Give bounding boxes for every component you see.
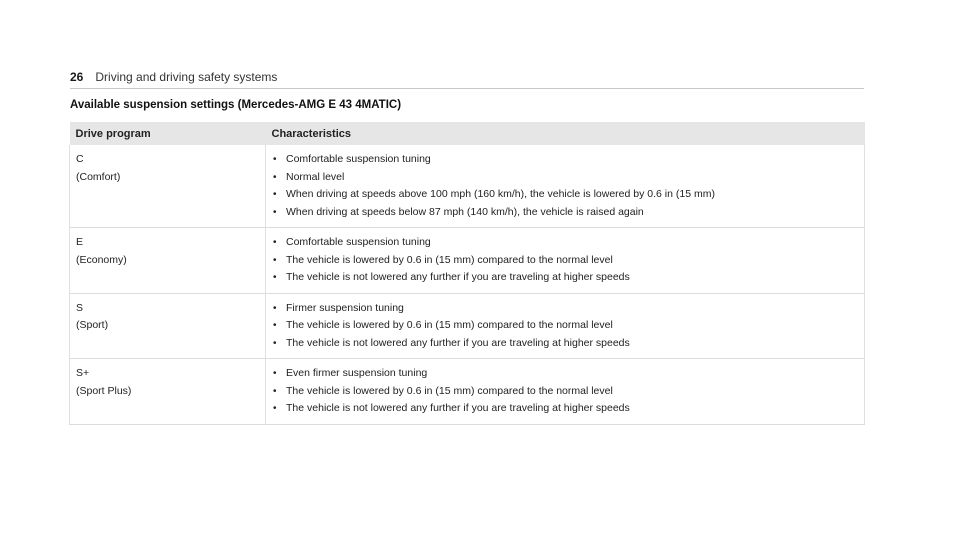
- page-section-title: Driving and driving safety systems: [95, 70, 278, 84]
- bullet-icon: •: [273, 237, 277, 248]
- table-row: [70, 359, 865, 425]
- table-header-row: [70, 122, 865, 145]
- drive-program-name: (Comfort): [76, 170, 121, 183]
- table-row: [70, 293, 865, 359]
- list-item-text: When driving at speeds above 100 mph (160 km/h), the vehicle is lowered by 0.6 in (15 mm): [286, 188, 715, 200]
- characteristics-list: [272, 234, 858, 287]
- characteristics-cell: [266, 145, 865, 228]
- bullet-icon: •: [273, 337, 277, 349]
- bullet-icon: •: [273, 171, 277, 183]
- bullet-icon: •: [273, 189, 277, 200]
- list-item-text: Firmer suspension tuning: [286, 301, 404, 314]
- list-item: [272, 234, 858, 252]
- bullet-icon: •: [273, 320, 277, 331]
- drive-program-code: C: [76, 153, 84, 165]
- list-item: [272, 335, 858, 353]
- characteristics-cell: [266, 228, 865, 294]
- bullet-icon: •: [273, 272, 277, 283]
- drive-program-name: (Economy): [76, 253, 127, 266]
- characteristics-list: [272, 365, 858, 418]
- list-item: [272, 400, 858, 418]
- bullet-icon: •: [273, 206, 277, 218]
- list-item: [272, 169, 858, 187]
- drive-program-code: E: [76, 236, 84, 248]
- drive-program-cell: [70, 293, 266, 359]
- drive-program-code: S: [76, 301, 84, 314]
- list-item: [272, 151, 858, 169]
- list-item-text: The vehicle is not lowered any further if you are traveling at higher speeds: [286, 336, 630, 349]
- bullet-icon: •: [273, 302, 277, 314]
- list-item: [272, 186, 858, 204]
- column-header-drive-program: Drive program: [70, 122, 266, 145]
- list-item-text: Even firmer suspension tuning: [286, 367, 428, 379]
- bullet-icon: •: [273, 385, 277, 397]
- page-header: [70, 70, 864, 89]
- list-item-text: Comfortable suspension tuning: [286, 236, 431, 248]
- list-item-text: The vehicle is not lowered any further if you are traveling at higher speeds: [286, 402, 630, 414]
- list-item: [272, 300, 858, 318]
- drive-program-cell: [70, 359, 266, 425]
- list-item-text: Comfortable suspension tuning: [286, 153, 431, 165]
- characteristics-list: [272, 300, 858, 353]
- drive-program-code: S+: [76, 367, 90, 379]
- drive-program-name: (Sport Plus): [76, 384, 132, 397]
- list-item: [272, 365, 858, 383]
- page-number: 26: [70, 70, 84, 84]
- bullet-icon: •: [273, 403, 277, 414]
- characteristics-cell: [266, 293, 865, 359]
- drive-program-cell: [70, 228, 266, 294]
- characteristics-cell: [266, 359, 865, 425]
- list-item: [272, 252, 858, 270]
- table-row: [70, 145, 865, 228]
- drive-program-name: (Sport): [76, 319, 109, 331]
- bullet-icon: •: [273, 368, 277, 379]
- list-item: [272, 204, 858, 222]
- table-title: Available suspension settings (Mercedes-AMG E 43 4MATIC): [70, 99, 402, 111]
- list-item-text: When driving at speeds below 87 mph (140 km/h), the vehicle is raised again: [286, 205, 644, 218]
- bullet-icon: •: [273, 154, 277, 165]
- list-item: [272, 269, 858, 287]
- column-header-characteristics: Characteristics: [266, 122, 865, 145]
- list-item-text: The vehicle is not lowered any further if you are traveling at higher speeds: [286, 271, 630, 283]
- list-item: [272, 317, 858, 335]
- characteristics-list: [272, 151, 858, 221]
- suspension-settings-table: [69, 122, 865, 425]
- list-item: [272, 383, 858, 401]
- table-row: [70, 228, 865, 294]
- list-item-text: The vehicle is lowered by 0.6 in (15 mm) compared to the normal level: [286, 384, 613, 397]
- list-item-text: Normal level: [286, 170, 345, 183]
- drive-program-cell: [70, 145, 266, 228]
- bullet-icon: •: [273, 254, 277, 266]
- list-item-text: The vehicle is lowered by 0.6 in (15 mm) compared to the normal level: [286, 319, 613, 331]
- list-item-text: The vehicle is lowered by 0.6 in (15 mm) compared to the normal level: [286, 253, 613, 266]
